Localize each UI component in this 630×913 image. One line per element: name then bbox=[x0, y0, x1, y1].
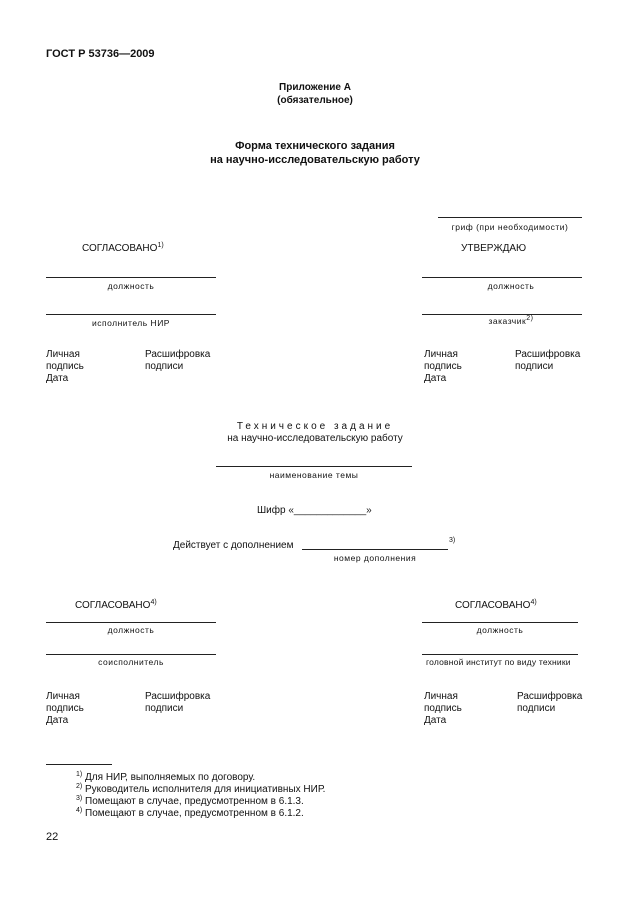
topic-caption: наименование темы bbox=[269, 470, 359, 480]
top-left-person-line bbox=[46, 314, 216, 315]
cipher: Шифр «_____________» bbox=[257, 505, 372, 516]
bottom-right-position-line bbox=[422, 622, 578, 623]
bottom-right-person-line bbox=[422, 654, 578, 655]
appendix-status: (обязательное) bbox=[277, 95, 353, 106]
bottom-left-date: Дата bbox=[46, 715, 69, 726]
footnote-2: $^{2)}$ Руководитель исполнителя для инициативных НИР. bbox=[76, 783, 326, 795]
top-right-decoding: Расшифровка bbox=[515, 349, 581, 360]
addition-note: 3) bbox=[449, 537, 456, 544]
bottom-right-date: Дата bbox=[424, 715, 447, 726]
top-left-position-line bbox=[46, 277, 216, 278]
footnote-3: $^{3)}$ Помещают в случае, предусмотренном в 6.1.3. bbox=[76, 795, 304, 807]
form-title-line2: на научно-исследовательскую работу bbox=[210, 154, 420, 166]
top-left-date: Дата bbox=[46, 373, 69, 384]
bottom-right-signature2: подпись bbox=[424, 703, 462, 714]
top-left-signature2: подпись bbox=[46, 361, 84, 372]
standard-header: ГОСТ Р 53736—2009 bbox=[46, 48, 155, 60]
bottom-left-person-caption: соисполнитель bbox=[98, 657, 164, 667]
grif-caption: гриф (при необходимости) bbox=[451, 222, 569, 232]
bottom-right-signature: Личная bbox=[424, 691, 458, 702]
bottom-left-position-line bbox=[46, 622, 216, 623]
footnote-4: $^{4)}$ Помещают в случае, предусмотренном в 6.1.2. bbox=[76, 807, 304, 819]
footnote-1: $^{1)}$ Для НИР, выполняемых по договору. bbox=[76, 771, 256, 783]
top-left-person-caption: исполнитель НИР bbox=[92, 318, 170, 328]
bottom-left-heading: СОГЛАСОВАНО$^{4)}$ bbox=[75, 599, 157, 611]
top-left-decoding2: подписи bbox=[145, 361, 184, 372]
footnote-separator bbox=[46, 764, 112, 765]
top-right-date: Дата bbox=[424, 373, 447, 384]
addition-line bbox=[302, 549, 448, 550]
top-right-signature: Личная bbox=[424, 349, 458, 360]
top-right-signature2: подпись bbox=[424, 361, 462, 372]
addition-caption: номер дополнения bbox=[333, 553, 417, 563]
top-left-position-caption: должность bbox=[107, 281, 155, 291]
top-right-position-line bbox=[422, 277, 582, 278]
bottom-left-decoding2: подписи bbox=[145, 703, 184, 714]
top-left-decoding: Расшифровка bbox=[145, 349, 211, 360]
bottom-right-decoding: Расшифровка bbox=[517, 691, 583, 702]
top-right-decoding2: подписи bbox=[515, 361, 554, 372]
bottom-right-person-caption: головной институт по виду техники bbox=[426, 657, 571, 667]
top-right-position-caption: должность bbox=[487, 281, 535, 291]
top-left-signature: Личная bbox=[46, 349, 80, 360]
bottom-left-signature: Личная bbox=[46, 691, 80, 702]
top-right-heading: УТВЕРЖДАЮ bbox=[461, 243, 527, 254]
top-right-person-line bbox=[422, 314, 582, 315]
bottom-left-signature2: подпись bbox=[46, 703, 84, 714]
appendix-title: Приложение А bbox=[279, 82, 351, 93]
tz-subtitle: на научно-исследовательскую работу bbox=[227, 433, 403, 444]
bottom-left-decoding: Расшифровка bbox=[145, 691, 211, 702]
tz-title: Техническое задание bbox=[236, 421, 394, 432]
topic-line bbox=[216, 466, 412, 467]
bottom-left-person-line bbox=[46, 654, 216, 655]
bottom-right-position-caption: должность bbox=[476, 625, 524, 635]
bottom-right-decoding2: подписи bbox=[517, 703, 556, 714]
form-title-line1: Форма технического задания bbox=[235, 140, 395, 152]
bottom-right-heading: СОГЛАСОВАНО$^{4)}$ bbox=[455, 599, 537, 611]
page-number: 22 bbox=[46, 831, 59, 843]
top-left-heading: СОГЛАСОВАНО$^{1)}$ bbox=[82, 242, 164, 254]
grif-line bbox=[438, 217, 582, 218]
top-right-person-caption: заказчик$^{2)}$ bbox=[488, 315, 534, 326]
addition-label: Действует с дополнением bbox=[173, 540, 294, 551]
bottom-left-position-caption: должность bbox=[107, 625, 155, 635]
